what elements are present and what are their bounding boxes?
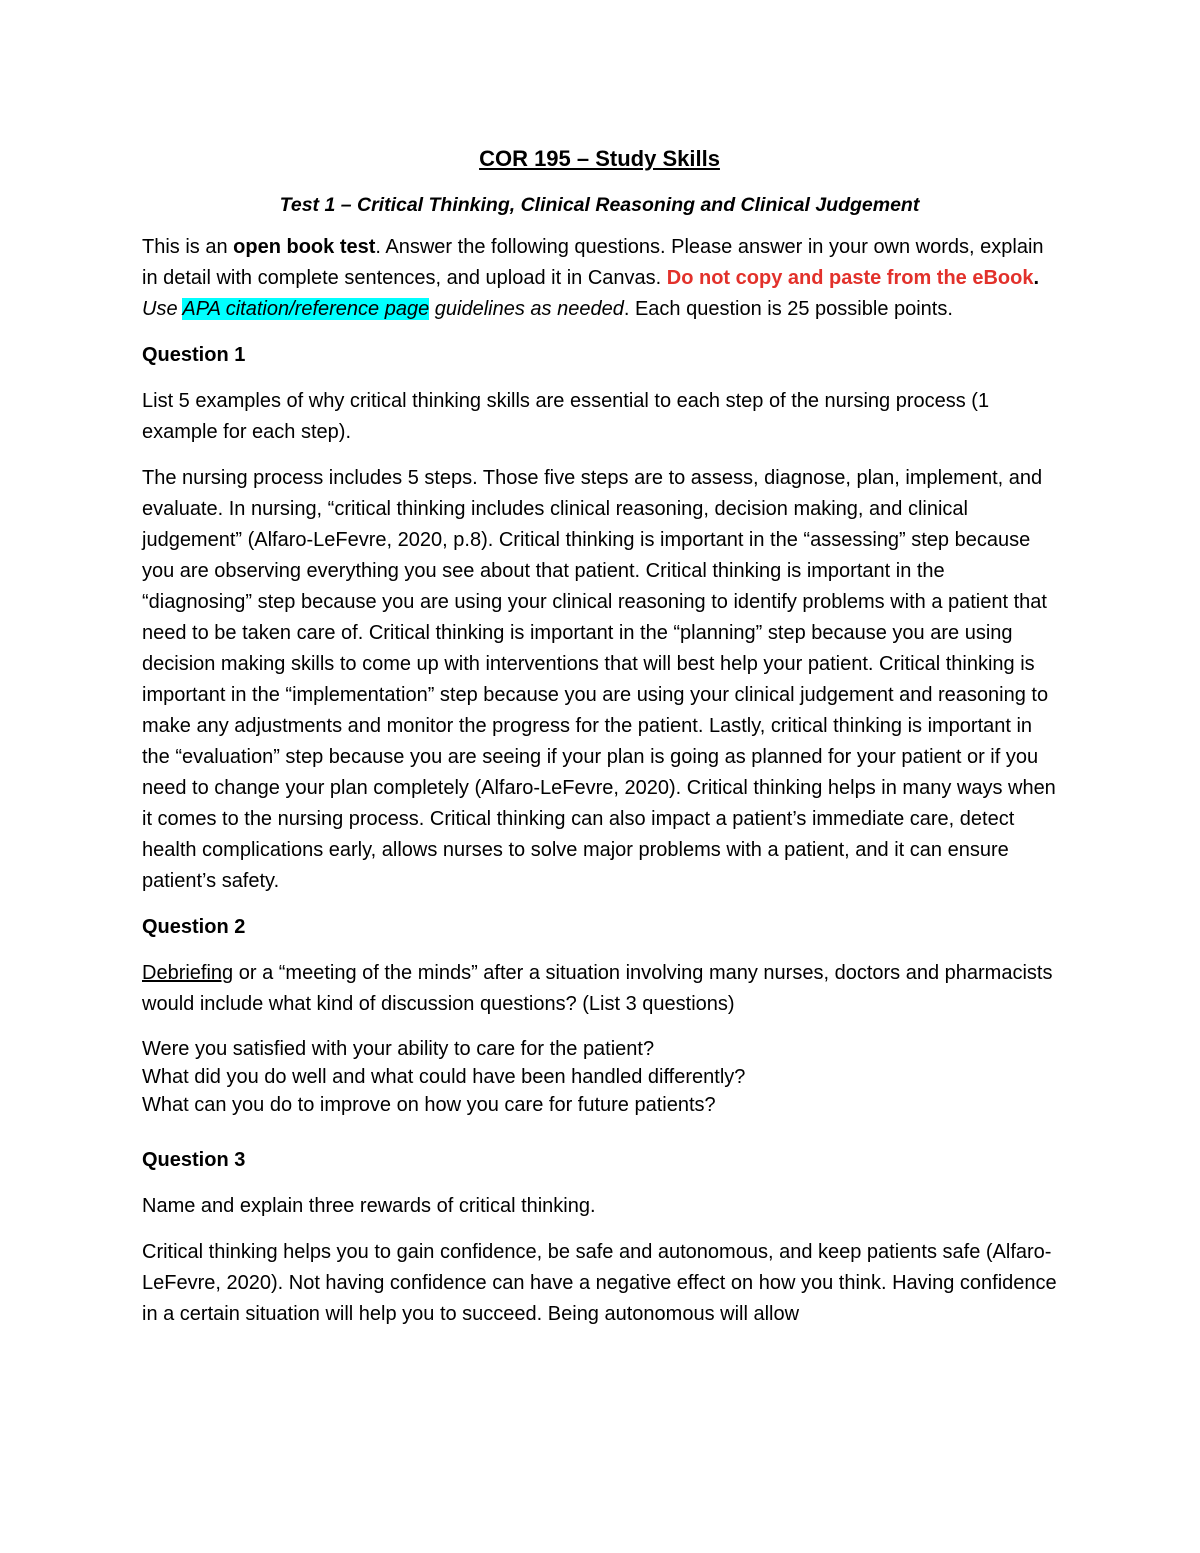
- instructions-paragraph: [142, 232, 1057, 325]
- document-body: [142, 142, 1057, 1345]
- instructions-italic: guidelines as needed: [429, 298, 624, 320]
- no-copy-warning: Do not copy and paste from the eBook: [666, 267, 1034, 289]
- question-2-prompt: [142, 958, 1057, 1020]
- question-2-answers: [142, 1035, 1057, 1119]
- open-book-emphasis: open book test: [233, 236, 376, 258]
- question-2-answer-line: What did you do well and what could have been handled differently?: [142, 1066, 746, 1088]
- debriefing-term: Debriefing: [142, 962, 234, 984]
- question-1-heading: Question 1: [142, 344, 246, 366]
- question-3-prompt: Name and explain three rewards of critical thinking.: [142, 1195, 596, 1217]
- question-2-prompt-text: or a “meeting of the minds” after a situation involving many nurses, doctors and pharmacists would include what kind of discussion questions? (List 3 questions): [142, 962, 1053, 1015]
- apa-highlight: APA citation/reference page: [182, 298, 430, 320]
- question-1-prompt: List 5 examples of why critical thinking skills are essential to each step of the nursing process (1 example for each step).: [142, 390, 990, 443]
- document-title: COR 195 – Study Skills: [479, 146, 720, 171]
- question-2-answer-line: Were you satisfied with your ability to care for the patient?: [142, 1038, 655, 1060]
- question-2-heading: Question 2: [142, 916, 246, 938]
- document-subtitle: Test 1 – Critical Thinking, Clinical Reasoning and Clinical Judgement: [279, 194, 920, 216]
- instructions-italic: Use: [142, 298, 183, 320]
- question-3-heading: Question 3: [142, 1149, 246, 1171]
- instructions-text: .: [1033, 267, 1040, 289]
- question-1-answer: The nursing process includes 5 steps. Those five steps are to assess, diagnose, plan, implement, and evaluate. In nursing, “critical thinking includes clinical reasoning, decision making, and clinical judgement” (Alfaro-LeFevre, 2020, p.8). Critical thinking is important in the “assessing” step because you are observing everything you see about that patient. Critical thinking is important in the “diagnosing” step because you are using your clinical reasoning to identify problems with a patient that need to be taken care of. Critical thinking is important in the “planning” step because you are using decision making skills to come up with interventions that will best help your patient. Critical thinking is important in the “implementation” step because you are using your clinical judgement and reasoning to make any adjustments and monitor the progress for the patient. Lastly, critical thinking is important in the “evaluation” step because you are seeing if your plan is going as planned for your patient or if you need to change your plan completely (Alfaro-LeFevre, 2020). Critical thinking helps in many ways when it comes to the nursing process. Critical thinking can also impact a patient’s immediate care, detect health complications early, allows nurses to solve major problems with a patient, and it can ensure patient’s safety.: [142, 467, 1056, 892]
- instructions-text: . Answer the following questions. Please answer in your own words, explain in detail with complete sentences, and upload it in Canvas.: [142, 236, 1044, 289]
- instructions-text: . Each question is 25 possible points.: [623, 298, 953, 320]
- instructions-text: This is an: [142, 236, 234, 258]
- question-2-answer-line: What can you do to improve on how you care for future patients?: [142, 1094, 716, 1116]
- question-3-answer: Critical thinking helps you to gain confidence, be safe and autonomous, and keep patients safe (Alfaro-LeFevre, 2020). Not having confidence can have a negative effect on how you think. Having confidence in a certain situation will help you to succeed. Being autonomous will allow: [142, 1241, 1057, 1325]
